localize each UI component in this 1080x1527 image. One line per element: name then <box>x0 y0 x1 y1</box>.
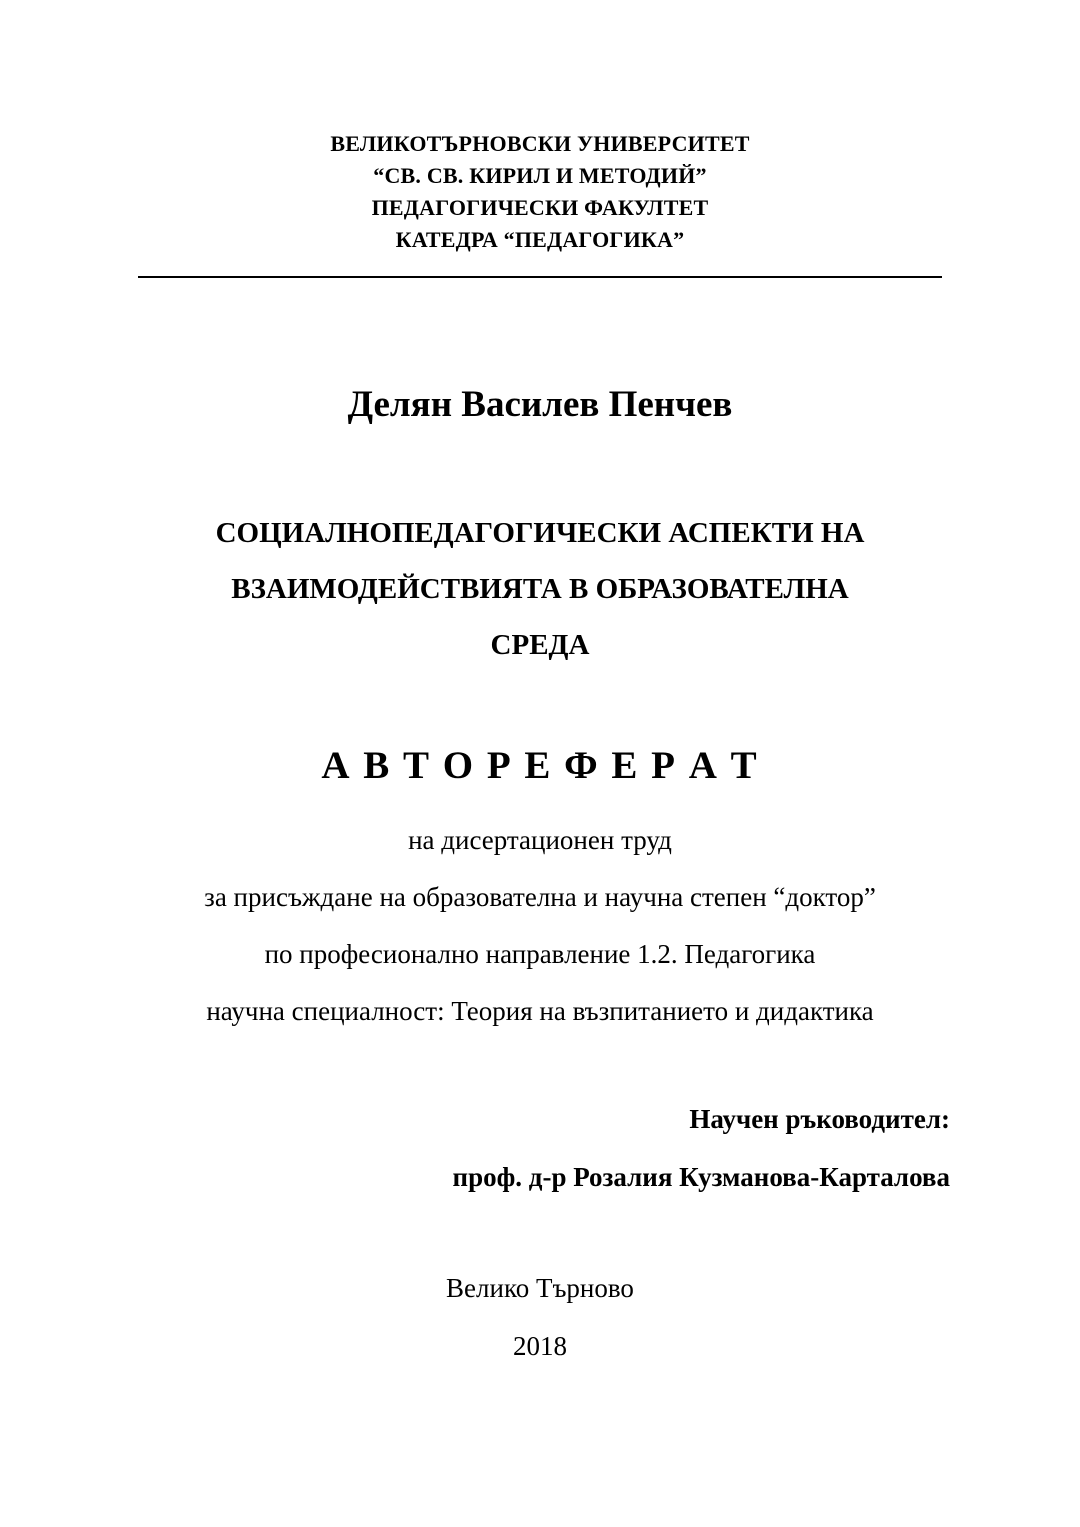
title-line-3: СРЕДА <box>490 629 590 661</box>
department-line: КАТЕДРА “ПЕДАГОГИКА” <box>395 227 685 252</box>
description-line-2: за присъждане на образователна и научна степен “доктор” <box>204 882 876 912</box>
document-type-heading: А В Т О Р Е Ф Е Р А Т <box>321 744 759 787</box>
place-name: Велико Търново <box>446 1273 634 1303</box>
supervisor-name: проф. д-р Розалия Кузманова-Карталова <box>452 1162 950 1192</box>
title-line-2: ВЗАИМОДЕЙСТВИЯТА В ОБРАЗОВАТЕЛНА <box>231 573 849 605</box>
title-line-1: СОЦИАЛНОПЕДАГОГИЧЕСКИ АСПЕКТИ НА <box>215 517 865 549</box>
publication-year: 2018 <box>513 1331 567 1361</box>
faculty-line: ПЕДАГОГИЧЕСКИ ФАКУЛТЕТ <box>371 195 709 220</box>
description-line-1: на дисертационен труд <box>408 825 672 855</box>
institution-header <box>0 128 1080 256</box>
description-line-4: научна специалност: Теория на възпитанието и дидактика <box>206 996 874 1026</box>
dissertation-title <box>0 505 1080 673</box>
place-and-date <box>0 1259 1080 1375</box>
description-line-3: по професионално направление 1.2. Педагогика <box>264 939 816 969</box>
author-name: Делян Василев Пенчев <box>347 384 733 425</box>
dissertation-description <box>0 812 1080 1040</box>
supervisor-label: Научен ръководител: <box>689 1104 950 1134</box>
university-name-line: “СВ. СВ. КИРИЛ И МЕТОДИЙ” <box>373 163 707 188</box>
university-line: ВЕЛИКОТЪРНОВСКИ УНИВЕРСИТЕТ <box>330 131 750 156</box>
supervisor-block <box>453 1090 950 1206</box>
header-divider <box>138 276 942 278</box>
